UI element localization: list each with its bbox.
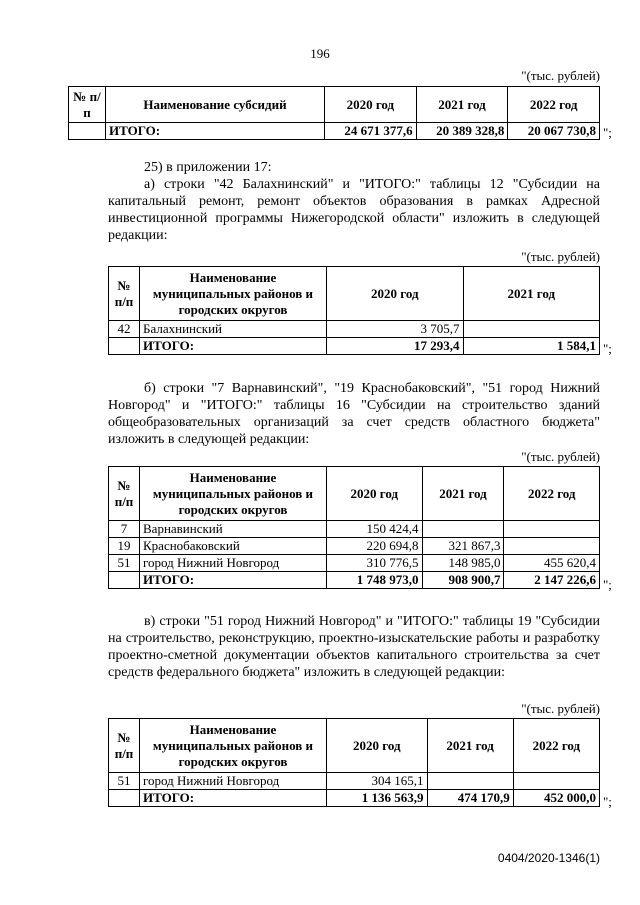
total-row: [69, 123, 600, 140]
cell-2022: 20 067 730,8: [508, 123, 600, 140]
header-num: № п/п: [109, 267, 140, 321]
unit-label: "(тыс. рублей): [521, 68, 600, 83]
cell-2020: 304 165,1: [327, 773, 428, 790]
cell-total-label: ИТОГО:: [140, 572, 327, 589]
cell-2020: 24 671 377,6: [325, 123, 417, 140]
document-code: 0404/2020-1346(1): [497, 851, 600, 865]
header-num: № п/п: [109, 467, 140, 521]
cell-2022: 2 147 226,6: [504, 572, 600, 589]
header-2022: 2022 год: [504, 467, 600, 521]
cell-2021: [427, 773, 513, 790]
table-row: [109, 321, 600, 338]
paragraph-b-text: б) строки "7 Варнавинский", "19 Краснобаковский", "51 город Нижний Новгород" и "ИТОГО:" таблицы 16 "Субсидии на строительство зданий общеобразовательных организаций за счет средств областного бюджета" изложить в следующей редакции:: [108, 381, 600, 447]
unit-label: "(тыс. рублей): [521, 701, 600, 716]
cell-num: 51: [109, 555, 140, 572]
table-row: [109, 773, 600, 790]
table-4: [108, 718, 600, 807]
header-name: Наименование муниципальных районов и городских округов: [140, 719, 327, 773]
unit-label: "(тыс. рублей): [521, 449, 600, 464]
cell-name: Краснобаковский: [140, 538, 327, 555]
cell-2020: 310 776,5: [327, 555, 423, 572]
table-row: [109, 555, 600, 572]
cell-2020: 17 293,4: [327, 338, 464, 355]
cell-total-label: ИТОГО:: [140, 790, 327, 807]
cell-num: [109, 790, 140, 807]
cell-num: [109, 338, 140, 355]
cell-2020: 220 694,8: [327, 538, 423, 555]
header-2020: 2020 год: [325, 87, 417, 123]
header-name: Наименование муниципальных районов и городских округов: [140, 267, 327, 321]
cell-2022: [504, 538, 600, 555]
cell-2022: [504, 521, 600, 538]
total-row: [109, 790, 600, 807]
cell-name: город Нижний Новгород: [140, 555, 327, 572]
intro-text: 25) в приложении 17:: [144, 160, 272, 175]
cell-2021: 908 900,7: [422, 572, 504, 589]
cell-total-label: ИТОГО:: [140, 338, 327, 355]
closing-quote: ";: [603, 577, 612, 592]
cell-name: Балахнинский: [140, 321, 327, 338]
header-name: Наименование субсидий: [106, 87, 325, 123]
header-2021: 2021 год: [427, 719, 513, 773]
paragraph-c-text: в) строки "51 город Нижний Новгород" и "ИТОГО:" таблицы 19 "Субсидии на строительство, реконструкцию, проектно-изыскательские работы и разработку проектно-сметной документации объектов капитального строительства за счет средств федерального бюджета" изложить в следующей редакции:: [108, 614, 600, 680]
cell-2021: 1 584,1: [463, 338, 600, 355]
cell-2020: 1 748 973,0: [327, 572, 423, 589]
closing-quote: ";: [603, 125, 612, 140]
header-2020: 2020 год: [327, 267, 464, 321]
closing-quote: ";: [603, 794, 612, 809]
cell-2022: 452 000,0: [513, 790, 599, 807]
header-2021: 2021 год: [463, 267, 600, 321]
unit-label: "(тыс. рублей): [521, 249, 600, 264]
cell-2021: 20 389 328,8: [416, 123, 508, 140]
paragraph-c: [108, 613, 600, 681]
table-1: [68, 86, 600, 140]
header-name: Наименование муниципальных районов и городских округов: [140, 467, 327, 521]
header-2021: 2021 год: [422, 467, 504, 521]
cell-name: Варнавинский: [140, 521, 327, 538]
cell-num: [69, 123, 106, 140]
cell-2020: 3 705,7: [327, 321, 464, 338]
header-2022: 2022 год: [513, 719, 599, 773]
closing-quote: ";: [603, 341, 612, 356]
table-2: [108, 266, 600, 355]
cell-num: [109, 572, 140, 589]
paragraph-a: [108, 159, 600, 244]
table-row: [109, 521, 600, 538]
header-2020: 2020 год: [327, 719, 428, 773]
cell-2022: 455 620,4: [504, 555, 600, 572]
paragraph-b: [108, 380, 600, 448]
page-number: 196: [310, 46, 330, 61]
header-num: № п/п: [69, 87, 106, 123]
cell-num: 7: [109, 521, 140, 538]
cell-2020: 150 424,4: [327, 521, 423, 538]
table-row: [109, 538, 600, 555]
header-num: № п/п: [109, 719, 140, 773]
header-2020: 2020 год: [327, 467, 423, 521]
header-2021: 2021 год: [416, 87, 508, 123]
cell-num: 19: [109, 538, 140, 555]
cell-total-label: ИТОГО:: [106, 123, 325, 140]
cell-2021: 321 867,3: [422, 538, 504, 555]
cell-2022: [513, 773, 599, 790]
total-row: [109, 572, 600, 589]
total-row: [109, 338, 600, 355]
cell-2021: 148 985,0: [422, 555, 504, 572]
cell-2020: 1 136 563,9: [327, 790, 428, 807]
paragraph-a-text: а) строки "42 Балахнинский" и "ИТОГО:" таблицы 12 "Субсидии на капитальный ремонт, ремонт объектов образования в рамках Адресной инвестиционной программы Нижегородской области" изложить в следующей редакции:: [108, 177, 600, 243]
cell-2021: 474 170,9: [427, 790, 513, 807]
table-3: [108, 466, 600, 589]
cell-num: 51: [109, 773, 140, 790]
header-2022: 2022 год: [508, 87, 600, 123]
cell-name: город Нижний Новгород: [140, 773, 327, 790]
cell-num: 42: [109, 321, 140, 338]
cell-2021: [422, 521, 504, 538]
cell-2021: [463, 321, 600, 338]
